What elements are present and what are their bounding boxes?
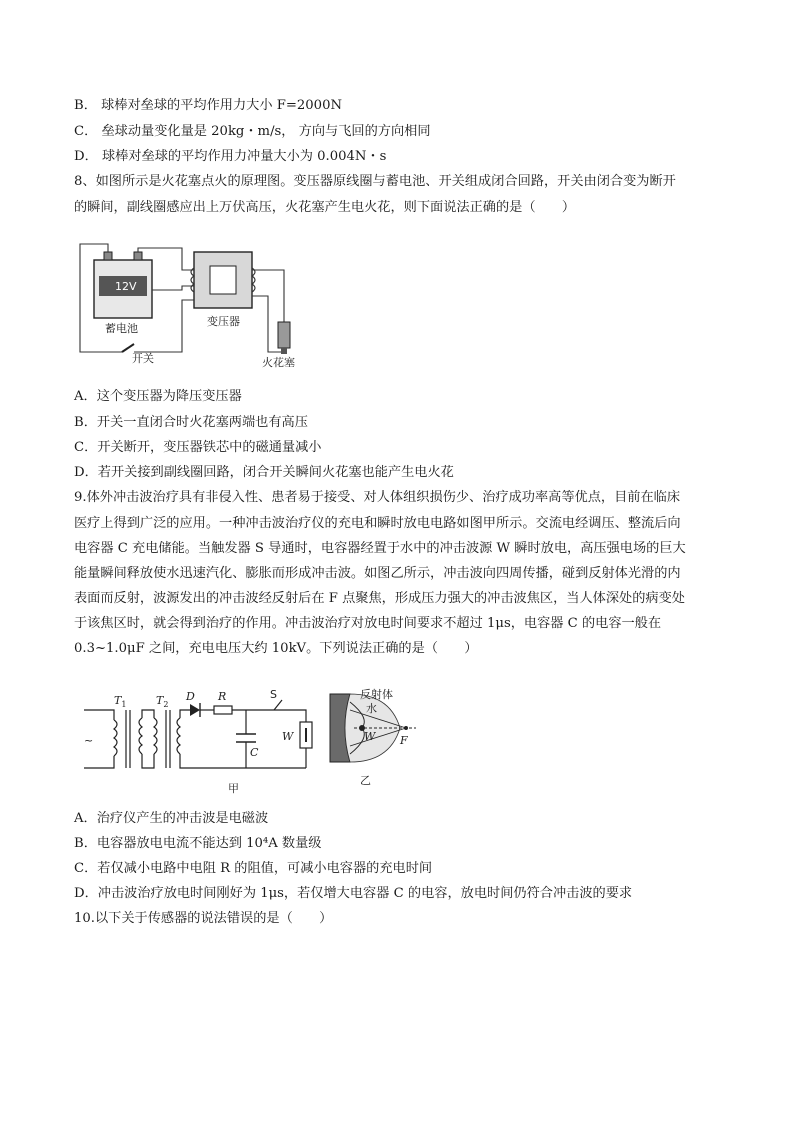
reflector-label: 反射体 xyxy=(360,688,393,701)
option-d-q8: D．若开关接到副线圈回路，闭合开关瞬间火花塞也能产生电火花 xyxy=(74,465,454,480)
d-label: D xyxy=(186,690,195,703)
resistor xyxy=(214,706,232,714)
figure-caption-jia: 甲 xyxy=(228,782,239,795)
ac-source-symbol: ~ xyxy=(84,734,94,747)
t1-label: $T_1$ xyxy=(114,694,127,709)
spark-plug-circuit-figure xyxy=(72,240,312,370)
diode xyxy=(190,704,200,716)
option-c-q9: C．若仅减小电路中电阻 R 的阻值，可减小电容器的充电时间 xyxy=(74,861,433,876)
c-label: C xyxy=(250,746,259,759)
question-8-line-1: 8、如图所示是火花塞点火的原理图。变压器原线圈与蓄电池、开关组成闭合回路，开关由闭合变为断开 xyxy=(74,174,676,189)
question-9-line-3: 电容器 C 充电储能。当触发器 S 导通时，电容器经置于水中的冲击波源 W 瞬时放电，高压强电场的巨大 xyxy=(74,541,686,556)
focus-f-label: F xyxy=(400,734,408,747)
option-b-q8: B．开关一直闭合时火花塞两端也有高压 xyxy=(74,415,308,430)
t2-label: $T_2$ xyxy=(156,694,169,709)
switch-label: 开关 xyxy=(132,352,154,365)
option-d-q9: D．冲击波治疗放电时间刚好为 1μs，若仅增大电容器 C 的电容，放电时间仍符合冲击波的要求 xyxy=(74,886,633,901)
option-a-q8: A．这个变压器为降压变压器 xyxy=(74,389,242,404)
r-label: R xyxy=(218,690,227,703)
option-c-q7: C． 垒球动量变化量是 20kg・m/s， 方向与飞回的方向相同 xyxy=(74,124,431,139)
shockwave-circuit-figure xyxy=(74,688,314,806)
option-b-q9: B．电容器放电电流不能达到 10⁴A 数量级 xyxy=(74,836,322,851)
question-9-line-7: 0.3~1.0μF 之间，充电电压大约 10kV。下列说法正确的是（ ） xyxy=(74,641,478,656)
spark-plug xyxy=(278,322,290,348)
question-9-line-2: 医疗上得到广泛的应用。一种冲击波治疗仪的充电和瞬时放电电路如图甲所示。交流电经调压、整流后向 xyxy=(74,516,681,531)
reflector-figure xyxy=(320,688,440,804)
s-label: S xyxy=(270,688,277,701)
question-9-line-4: 能量瞬间释放使水迅速汽化、膨胀而形成冲击波。如图乙所示，冲击波向四周传播，碰到反射体光滑的内 xyxy=(74,566,681,581)
w-label: W xyxy=(282,730,294,743)
option-b-q7: B． 球棒对垒球的平均作用力大小 F=2000N xyxy=(74,98,342,113)
figure-caption-yi: 乙 xyxy=(360,774,371,787)
option-c-q8: C．开关断开，变压器铁芯中的磁通量减小 xyxy=(74,440,322,455)
option-a-q9: A．治疗仪产生的冲击波是电磁波 xyxy=(74,811,269,826)
question-8-line-2: 的瞬间，副线圈感应出上万伏高压，火花塞产生电火花，则下面说法正确的是（ ） xyxy=(74,200,576,215)
battery-label: 蓄电池 xyxy=(105,322,138,335)
spark-plug-label: 火花塞 xyxy=(262,356,295,369)
source-w-label: W xyxy=(364,730,376,743)
water-label: 水 xyxy=(366,702,377,715)
question-9-line-5: 表面而反射，波源发出的冲击波经反射后在 F 点聚焦，形成压力强大的冲击波焦区，当人体深处的病变处 xyxy=(74,591,685,606)
battery-voltage-label: 12V xyxy=(115,280,137,293)
question-10: 10.以下关于传感器的说法错误的是（ ） xyxy=(74,911,333,926)
question-9-line-1: 9.体外冲击波治疗具有非侵入性、患者易于接受、对人体组织损伤少、治疗成功率高等优点，目前在临床 xyxy=(74,490,681,505)
option-d-q7: D． 球棒对垒球的平均作用力冲量大小为 0.004N・s xyxy=(74,149,387,164)
transformer-label: 变压器 xyxy=(207,315,240,328)
question-9-line-6: 于该焦区时，就会得到治疗的作用。冲击波治疗对放电时间要求不超过 1μs，电容器 C 的电容一般在 xyxy=(74,616,662,631)
